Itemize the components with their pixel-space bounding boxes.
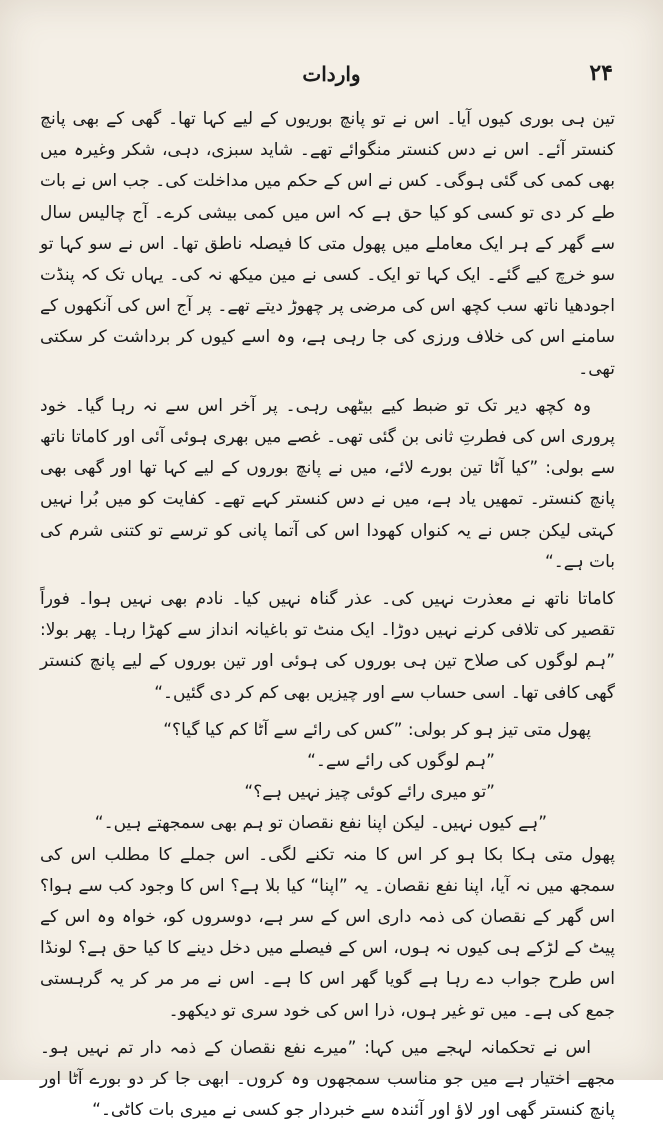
paragraph-4: پھول متی ہکا بکا ہو کر اس کا منہ تکنے لگی۔ اس جملے کا مطلب اس کی سمجھ میں نہ آیا، اپنا نفع نقصان۔ یہ ”اپنا“ کیا بلا ہے؟ اس کا وجود کب سے ہوا؟ اس گھر کے نقصان کی ذمہ داری اس کے سر ہے، دوسروں کو، خواہ وہ اس کے پیٹ کے لڑکے ہی کیوں نہ ہوں، اس کے فیصلے میں دخل دینے کا کیا حق ہے؟ لونڈا اس طرح جواب دے رہا ہے گویا گھر اس کا ہے۔ اس نے مر مر کر یہ گرہستی جمع کی ہے۔ میں تو غیر ہوں، ذرا اس کی خود سری تو دیکھو۔	[40, 844, 615, 1021]
dialogue-line-3: ”تو میری رائے کوئی چیز نہیں ہے؟“	[244, 782, 495, 803]
running-title: واردات	[302, 62, 361, 86]
paragraph-5: اس نے تحکمانہ لہجے میں کہا: ”میرے نفع نقصان کے ذمہ دار تم نہیں ہو۔ مجھے اختیار ہے میں جو مناسب سمجھوں وہ کروں۔ ابھی جا کر دو بورے آٹا اور پانچ کنستر گھی اور لاؤ اور آئندہ سے خبردار جو کسی نے میری بات کاٹی۔“	[40, 1037, 615, 1121]
dialogue-line-2: ”ہم لوگوں کی رائے سے۔“	[307, 751, 495, 772]
paragraph-1: تین ہی بوری کیوں آیا۔ اس نے تو پانچ بوریوں کے لیے کہا تھا۔ گھی کے بھی پانچ کنستر آئے۔ اس نے دس کنستر منگوائے تھے۔ شاید سبزی، دہی، شکر وغیرہ میں بھی کمی کی گئی ہوگی۔ کس نے اس کے حکم میں مداخلت کی۔ جب اس نے بات طے کر دی تو کسی کو کیا حق ہے کہ اس میں کمی بیشی کرے۔ آج چالیس سال سے گھر کے ہر ایک معاملے میں پھول متی کا فیصلہ ناطق تھا۔ اس نے سو کہا تو سو خرچ کیے گئے۔ ایک کہا تو ایک۔ کسی نے مین میکھ نہ کی۔ یہاں تک کہ پنڈت اجودھیا ناتھ سب کچھ اس کی مرضی پر چھوڑ دیتے تھے۔ پر آج اس کی آنکھوں کے سامنے اس کی خلاف ورزی کی جا رہی ہے، وہ اسے کیوں کر برداشت کر سکتی تھی۔	[40, 109, 615, 379]
paragraph-2: وہ کچھ دیر تک تو ضبط کیے بیٹھی رہی۔ پر آخر اس سے نہ رہا گیا۔ خود پروری اس کی فطرتِ ثانی بن گئی تھی۔ غصے میں بھری ہوئی آئی اور کاماتا ناتھ سے بولی: ”کیا آٹا تین بورے لائے، میں نے پانچ بوروں کے لیے کہا تھا اور گھی بھی پانچ کنستر۔ تمھیں یاد ہے، میں نے دس کنستر کہے تھے۔ کفایت کو میں بُرا نہیں کہتی لیکن جس نے یہ کنواں کھودا اس کی آتما پانی کو ترسے تو کتنی شرم کی بات ہے۔“	[40, 395, 615, 572]
page-number: ۲۴	[589, 60, 613, 86]
paragraph-3: کاماتا ناتھ نے معذرت نہیں کی۔ عذر گناہ نہیں کیا۔ نادم بھی نہیں ہوا۔ فوراً تقصیر کی تلافی کرنے نہیں دوڑا۔ ایک منٹ تو باغیانہ انداز سے کھڑا رہا۔ پھر بولا: ”ہم لوگوں کی صلاح تین ہی بوروں کی ہوئی اور تین بوروں کے لیے پانچ کنستر گھی کافی تھا۔ اسی حساب سے اور چیزیں بھی کم کر دی گئیں۔“	[40, 589, 615, 703]
dialogue-line-4: ”ہے کیوں نہیں۔ لیکن اپنا نفع نقصان تو ہم بھی سمجھتے ہیں۔“	[94, 813, 547, 834]
page-header	[0, 60, 663, 96]
page-body	[40, 104, 615, 1121]
dialogue-line-1: پھول متی تیز ہو کر بولی: ”کس کی رائے سے آٹا کم کیا گیا؟“	[163, 719, 591, 740]
